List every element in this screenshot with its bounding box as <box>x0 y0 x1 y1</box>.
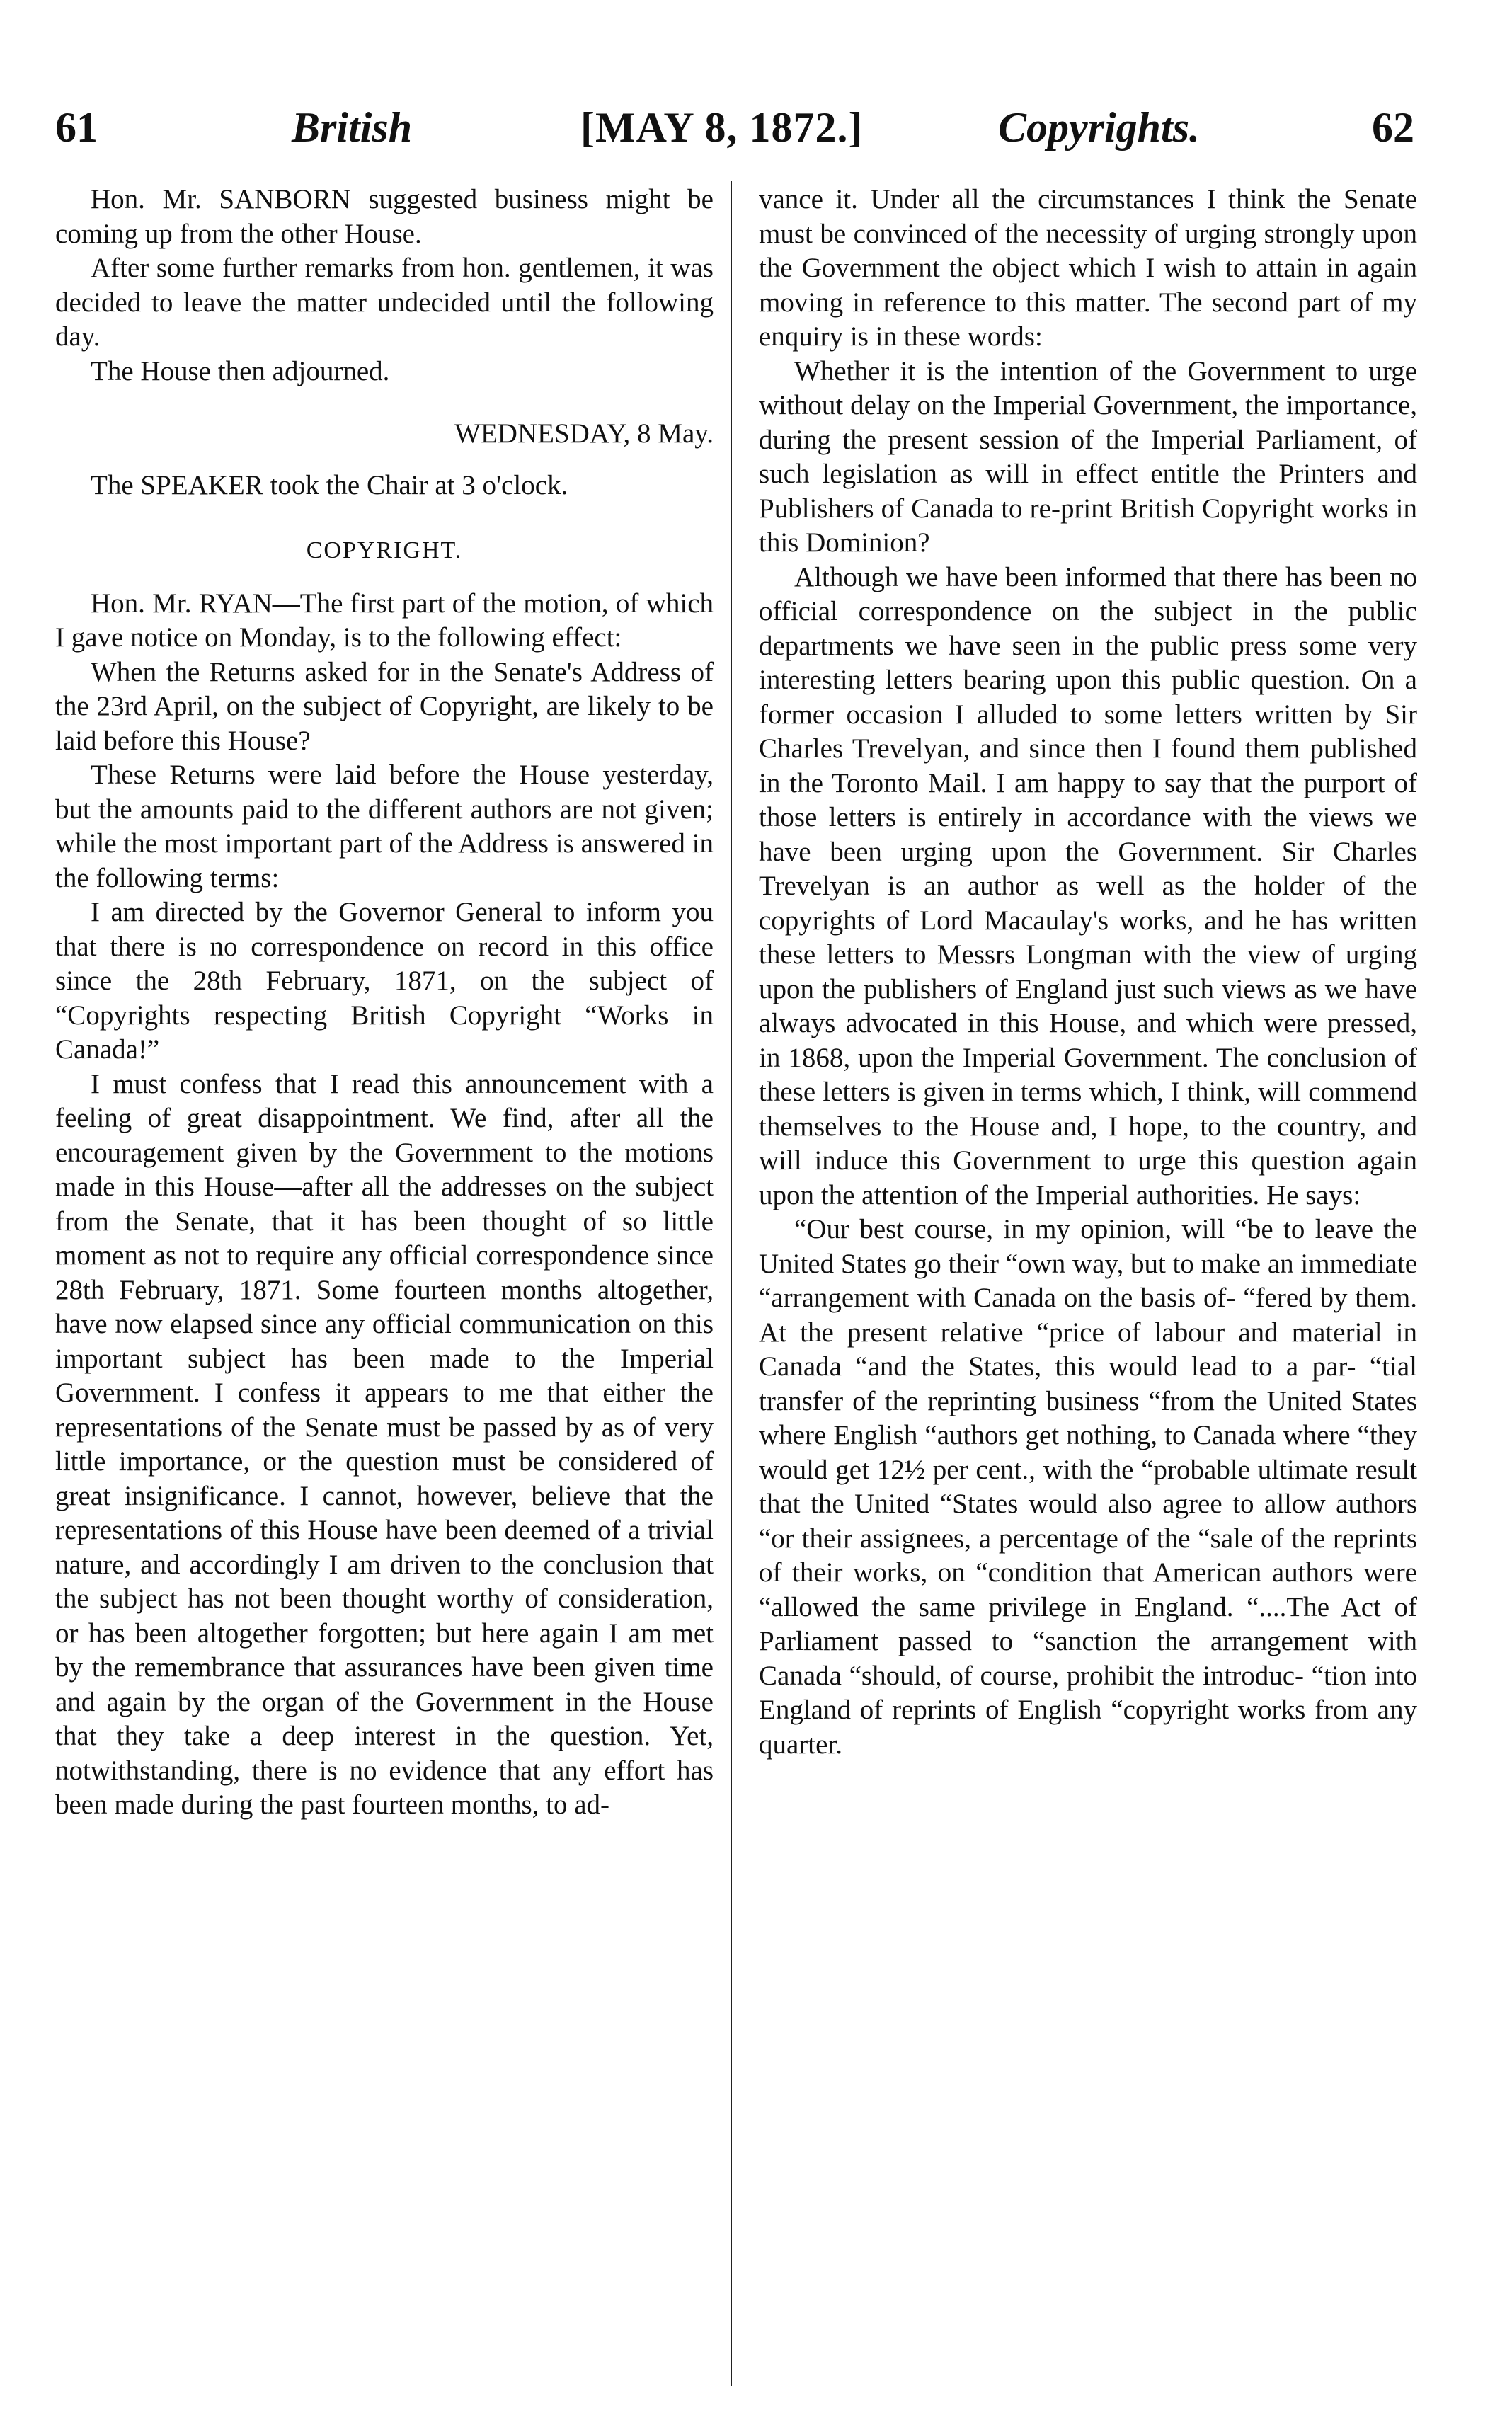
paragraph-returns-laid: These Returns were laid before the House yesterday, but the amounts paid to the different authors are not given; while the most important part of the Address is answered in the following terms: <box>55 760 714 893</box>
paragraph-trevelyan: Although we have been informed that there has been no official correspondence on the subject in the public departments we have seen in the public press some very interesting letters bearing upon this public question. On a former occasion I alluded to some letters written by Sir Charles Trevelyan, and since then I found them published in the Toronto Mail. I am happy to say that the purport of those letters is entirely in accordance with the views we have been urging upon the Government. Sir Charles Trevelyan is an author as well as the holder of the copyrights of Lord Macaulay's works, and he has written these letters to Messrs Longman with the view of urging upon the publishers of England just such views as we have always advocated in this House, and which were pressed, in 1868, upon the Imperial Government. The conclusion of these letters is given in terms which, I think, will commend themselves to the House and, I hope, to the country, and will induce this Government to urge this question again upon the attention of the Imperial authorities. He says: <box>759 561 1417 1210</box>
section-heading: COPYRIGHT. <box>306 537 463 563</box>
paragraph-governor-reply: I am directed by the Governor General to inform you that there is no correspondence on record in this office since the 28th February, 1871, on the subject of “Copyrights respecting British Copyright “Works in Canada!” <box>55 897 714 1065</box>
right-column <box>759 183 1417 1762</box>
paragraph-remarks: After some further remarks from hon. gentlemen, it was decided to leave the matter undecided until the following day. <box>55 253 714 352</box>
header-title-right: Copyrights. <box>998 104 1201 151</box>
running-header <box>0 99 1512 156</box>
paragraph-ryan-motion: Hon. Mr. RYAN—The first part of the motion, of which I gave notice on Monday, is to the following effect: <box>55 588 714 653</box>
column-divider <box>731 181 732 2386</box>
session-date: WEDNESDAY, 8 May. <box>454 418 714 449</box>
page-number-left: 61 <box>55 104 98 151</box>
paragraph-disappointment: I must confess that I read this announcement with a feeling of great disappointment. We find, after all the encouragement given by the Government to the motions made in this House—after all the addresses on the subject from the Senate, that it has been thought of so little moment as not to require any official correspondence since 28th February, 1871. Some fourteen months altogether, have now elapsed since any official communication on this important subject has been made to the Imperial Government. I confess it appears to me that either the representations of the Senate must be passed by as of very little importance, or the question must be considered of great insignificance. I cannot, however, believe that the representations of this House have been deemed of a trivial nature, and accordingly I am driven to the conclusion that the subject has not been thought worthy of consideration, or has been altogether forgotten; but here again I am met by the remembrance that assurances have been given time and again by the organ of the Government in the House that they take a deep interest in the question. Yet, notwithstanding, there is no evidence that any effort has been made during the past fourteen months, to ad- <box>55 1068 714 1820</box>
header-date: [MAY 8, 1872.] <box>580 104 864 151</box>
paragraph-question-returns: When the Returns asked for in the Senate's Address of the 23rd April, on the subject of Copyright, are likely to be laid before this House? <box>55 656 714 756</box>
quoted-letter: “Our best course, in my opinion, will “be to leave the United States go their “own way, but to make an immediate “arrangement with Canada on the basis of- “fered by them. At the present relative “price of labour and material in Canada “and the States, this would lead to a par- “tial transfer of the reprinting business “from the United States where English “authors get nothing, to Canada where “they would get 12½ per cent., with the “probable ultimate result that the United “States would also agree to allow authors “or their assignees, a percentage of the “sale of the reprints of their works, on “condition that American authors were “allowed the same privilege in England. “....The Act of Parliament passed to “sanction the arrangement with Canada “should, of course, prohibit the introduc- “tion into England of reprints of English “copyright works from any quarter. <box>759 1214 1417 1760</box>
paragraph-sanborn: Hon. Mr. SANBORN suggested business might be coming up from the other House. <box>55 184 714 249</box>
paragraph-enquiry: Whether it is the intention of the Government to urge without delay on the Imperial Government, the importance, during the present session of the Imperial Parliament, of such legislation as will in effect entitle the Printers and Publishers of Canada to re-print British Copyright works in this Dominion? <box>759 355 1417 558</box>
paragraph-continuation: vance it. Under all the circumstances I think the Senate must be convinced of the necessity of urging strongly upon the Government the object which I wish to attain in again moving in reference to this matter. The second part of my enquiry is in these words: <box>759 184 1417 352</box>
left-column <box>55 183 714 1823</box>
page-number-right: 62 <box>1372 104 1414 151</box>
paragraph-speaker: The SPEAKER took the Chair at 3 o'clock. <box>91 469 568 500</box>
header-title-left: British <box>292 104 413 151</box>
paragraph-adjourned: The House then adjourned. <box>91 355 390 386</box>
